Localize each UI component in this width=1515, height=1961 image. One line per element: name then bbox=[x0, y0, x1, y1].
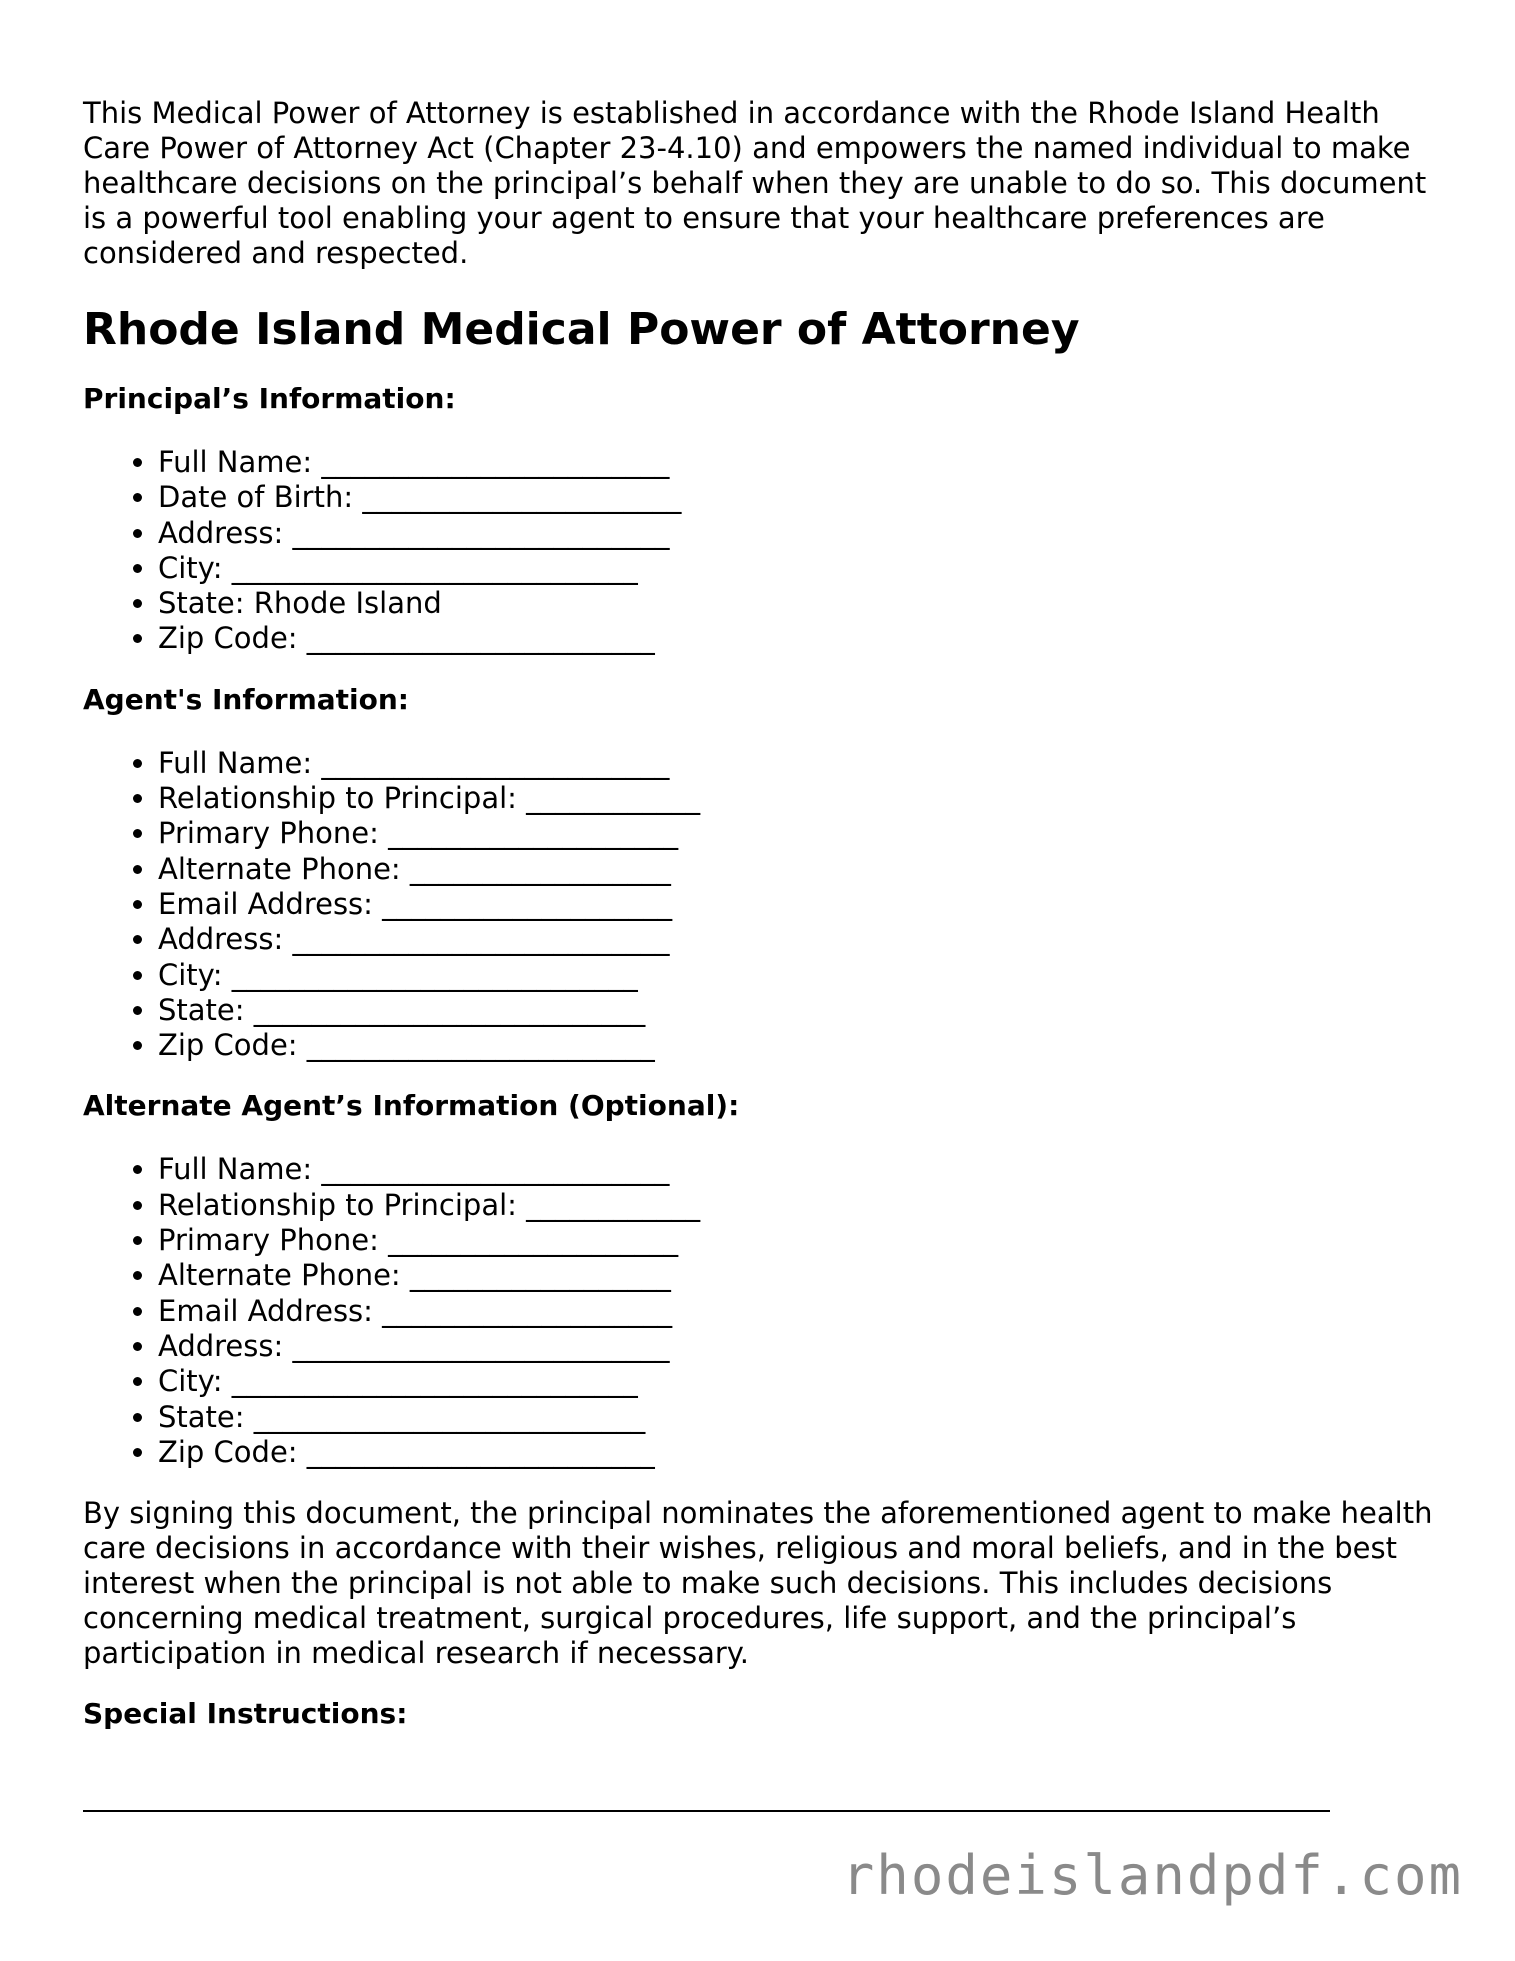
principal-state-field: • State: Rhode Island bbox=[158, 586, 1443, 621]
document-body bbox=[83, 96, 1443, 1731]
alt-agent-state-field[interactable]: • State: ___________________________ bbox=[158, 1400, 1443, 1435]
principal-zip-field[interactable]: • Zip Code: ________________________ bbox=[158, 621, 1443, 656]
agent-relationship-field[interactable]: • Relationship to Principal: ____________ bbox=[158, 781, 1443, 816]
agent-primary-phone-field[interactable]: • Primary Phone: ____________________ bbox=[158, 816, 1443, 851]
special-instructions-heading: Special Instructions: bbox=[83, 1697, 408, 1731]
principal-full-name-field[interactable]: • Full Name: ________________________ bbox=[158, 445, 1443, 480]
agent-email-field[interactable]: • Email Address: ____________________ bbox=[158, 887, 1443, 922]
agent-address-field[interactable]: • Address: __________________________ bbox=[158, 922, 1443, 957]
watermark: rhodeislandpdf.com bbox=[841, 1844, 1463, 1907]
special-instructions-line[interactable] bbox=[83, 1810, 1330, 1812]
principal-city-field[interactable]: • City: ____________________________ bbox=[158, 551, 1443, 586]
principal-dob-field[interactable]: • Date of Birth: ______________________ bbox=[158, 480, 1443, 515]
agent-heading: Agent's Information: bbox=[83, 682, 410, 716]
document-title: Rhode Island Medical Power of Attorney bbox=[83, 304, 1080, 355]
agent-state-field[interactable]: • State: ___________________________ bbox=[158, 993, 1443, 1028]
agent-field-list bbox=[83, 746, 1443, 1064]
principal-field-list bbox=[83, 445, 1443, 657]
closing-paragraph: By signing this document, the principal nominates the aforementioned agent to make health care decisions in accordance with their wishes, religious and moral beliefs, and in the best interest when the principal is not able to make such decisions. This includes decisions concerning medical treatment, surgical procedures, life support, and the principal’s participation in medical research if necessary. bbox=[83, 1496, 1433, 1671]
intro-paragraph: This Medical Power of Attorney is established in accordance with the Rhode Island Health Care Power of Attorney Act (Chapter 23-4.10) and empowers the named individual to make healthcare decisions on the principal’s behalf when they are unable to do so. This document is a powerful tool enabling your agent to ensure that your healthcare preferences are considered and respected. bbox=[83, 96, 1427, 270]
agent-city-field[interactable]: • City: ____________________________ bbox=[158, 958, 1443, 993]
agent-full-name-field[interactable]: • Full Name: ________________________ bbox=[158, 746, 1443, 781]
alt-agent-address-field[interactable]: • Address: __________________________ bbox=[158, 1329, 1443, 1364]
alt-agent-city-field[interactable]: • City: ____________________________ bbox=[158, 1364, 1443, 1399]
alt-agent-zip-field[interactable]: • Zip Code: ________________________ bbox=[158, 1435, 1443, 1470]
principal-address-field[interactable]: • Address: __________________________ bbox=[158, 516, 1443, 551]
alt-agent-email-field[interactable]: • Email Address: ____________________ bbox=[158, 1294, 1443, 1329]
alt-agent-full-name-field[interactable]: • Full Name: ________________________ bbox=[158, 1152, 1443, 1187]
agent-zip-field[interactable]: • Zip Code: ________________________ bbox=[158, 1028, 1443, 1063]
alt-agent-relationship-field[interactable]: • Relationship to Principal: ____________ bbox=[158, 1188, 1443, 1223]
principal-heading: Principal’s Information: bbox=[83, 382, 456, 415]
alt-agent-alternate-phone-field[interactable]: • Alternate Phone: __________________ bbox=[158, 1258, 1443, 1293]
alternate-agent-field-list bbox=[83, 1152, 1443, 1470]
agent-alternate-phone-field[interactable]: • Alternate Phone: __________________ bbox=[158, 852, 1443, 887]
alt-agent-primary-phone-field[interactable]: • Primary Phone: ____________________ bbox=[158, 1223, 1443, 1258]
alternate-agent-heading: Alternate Agent’s Information (Optional): bbox=[83, 1089, 740, 1123]
